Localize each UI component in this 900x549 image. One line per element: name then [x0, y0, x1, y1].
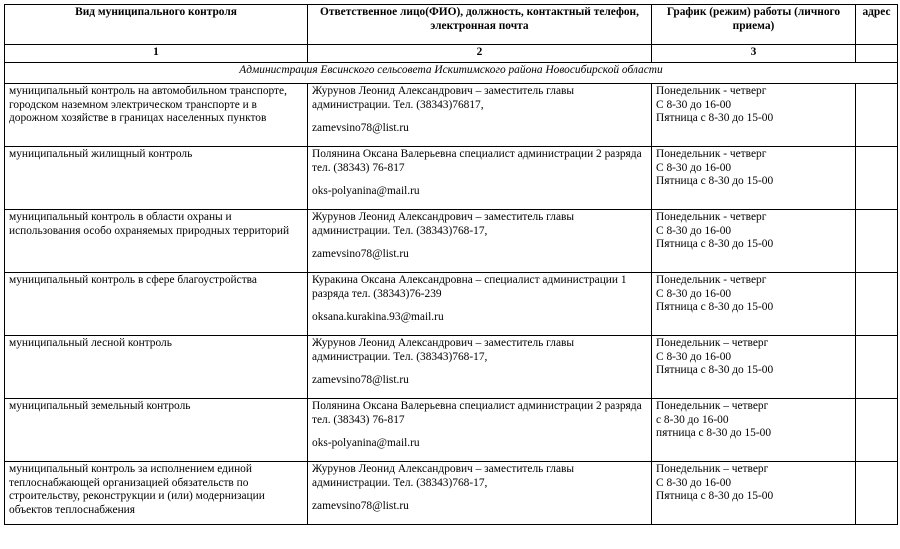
- address-cell: [856, 336, 898, 399]
- responsible-cell: [308, 462, 652, 525]
- organization-name: Администрация Евсинского сельсовета Искитимского района Новосибирской области: [5, 63, 898, 84]
- table-row: [5, 147, 898, 210]
- control-type-cell: муниципальный лесной контроль: [5, 336, 308, 399]
- schedule-line: Понедельник - четверг: [656, 148, 767, 160]
- schedule-line: Пятница с 8-30 до 15-00: [656, 364, 774, 377]
- column-number: 3: [652, 45, 856, 63]
- table-row: [5, 462, 898, 525]
- schedule-line: Понедельник – четверг: [656, 400, 769, 412]
- schedule-line: С 8-30 до 16-00: [656, 476, 732, 489]
- schedule-line: Пятница с 8-30 до 15-00: [656, 490, 774, 503]
- control-type-cell: муниципальный контроль на автомобильном транспорте, городском наземном электрическом транспорте и в дорожном хозяйстве в границах населенных пунктов: [5, 84, 308, 147]
- table-row: [5, 273, 898, 336]
- column-number: [856, 45, 898, 63]
- schedule-line: С 8-30 до 16-00: [656, 287, 732, 300]
- header-control-type: Вид муниципального контроля: [5, 5, 308, 45]
- schedule-cell: [652, 84, 856, 147]
- responsible-cell: [308, 336, 652, 399]
- organization-row: [5, 63, 898, 84]
- schedule-cell: [652, 462, 856, 525]
- schedule-line: С 8-30 до 16-00: [656, 224, 732, 237]
- responsible-cell: [308, 273, 652, 336]
- email-link[interactable]: oks-polyanina@mail.ru: [312, 185, 420, 198]
- responsible-cell: [308, 399, 652, 462]
- email-link[interactable]: oksana.kurakina.93@mail.ru: [312, 311, 444, 324]
- email-link[interactable]: oks-polyanina@mail.ru: [312, 437, 420, 450]
- table-row: [5, 210, 898, 273]
- address-cell: [856, 273, 898, 336]
- control-type-cell: муниципальный контроль в области охраны и использования особо охраняемых природных территорий: [5, 210, 308, 273]
- schedule-cell: [652, 210, 856, 273]
- column-number: 1: [5, 45, 308, 63]
- schedule-line: С 8-30 до 16-00: [656, 161, 732, 174]
- header-schedule: График (режим) работы (личного приема): [652, 5, 856, 45]
- schedule-line: пятница с 8-30 до 15-00: [656, 427, 772, 440]
- schedule-line: Понедельник - четверг: [656, 85, 767, 97]
- control-table: [4, 4, 898, 525]
- header-row: [5, 5, 898, 45]
- schedule-line: Пятница с 8-30 до 15-00: [656, 112, 774, 125]
- person-info: Полянина Оксана Валерьевна специалист администрации 2 разряда тел. (38343) 76-817: [312, 400, 642, 426]
- table-row: [5, 84, 898, 147]
- schedule-line: Пятница с 8-30 до 15-00: [656, 238, 774, 251]
- schedule-line: Понедельник – четверг: [656, 337, 769, 349]
- email-link[interactable]: zamevsino78@list.ru: [312, 500, 409, 513]
- schedule-line: Пятница с 8-30 до 15-00: [656, 175, 774, 188]
- email-link[interactable]: zamevsino78@list.ru: [312, 374, 409, 387]
- address-cell: [856, 399, 898, 462]
- schedule-line: Понедельник - четверг: [656, 211, 767, 223]
- schedule-line: С 8-30 до 16-00: [656, 350, 732, 363]
- table-row: [5, 399, 898, 462]
- person-info: Журунов Леонид Александрович – заместитель главы администрации. Тел. (38343)768-17,: [312, 211, 575, 237]
- schedule-line: Пятница с 8-30 до 15-00: [656, 301, 774, 314]
- column-number: 2: [308, 45, 652, 63]
- schedule-line: С 8-30 до 16-00: [656, 98, 732, 111]
- responsible-cell: [308, 210, 652, 273]
- control-type-cell: муниципальный земельный контроль: [5, 399, 308, 462]
- person-info: Журунов Леонид Александрович – заместитель главы администрации. Тел. (38343)768-17,: [312, 463, 575, 489]
- control-type-cell: муниципальный жилищный контроль: [5, 147, 308, 210]
- person-info: Журунов Леонид Александрович – заместитель главы администрации. Тел. (38343)768-17,: [312, 337, 575, 363]
- control-type-cell: муниципальный контроль в сфере благоустройства: [5, 273, 308, 336]
- control-type-cell: муниципальный контроль за исполнением единой теплоснабжающей организацией обязательств по строительству, реконструкции и (или) модернизации объектов теплоснабжения: [5, 462, 308, 525]
- column-number-row: [5, 45, 898, 63]
- schedule-cell: [652, 336, 856, 399]
- responsible-cell: [308, 147, 652, 210]
- email-link[interactable]: zamevsino78@list.ru: [312, 122, 409, 135]
- header-address: адрес: [856, 5, 898, 45]
- address-cell: [856, 84, 898, 147]
- schedule-line: Понедельник - четверг: [656, 274, 767, 286]
- person-info: Полянина Оксана Валерьевна специалист администрации 2 разряда тел. (38343) 76-817: [312, 148, 642, 174]
- person-info: Журунов Леонид Александрович – заместитель главы администрации. Тел. (38343)76817,: [312, 85, 575, 111]
- responsible-cell: [308, 84, 652, 147]
- address-cell: [856, 462, 898, 525]
- address-cell: [856, 147, 898, 210]
- schedule-cell: [652, 147, 856, 210]
- schedule-cell: [652, 399, 856, 462]
- header-responsible-person: Ответственное лицо(ФИО), должность, контактный телефон, электронная почта: [308, 5, 652, 45]
- schedule-cell: [652, 273, 856, 336]
- schedule-line: Понедельник – четверг: [656, 463, 769, 475]
- address-cell: [856, 210, 898, 273]
- email-link[interactable]: zamevsino78@list.ru: [312, 248, 409, 261]
- schedule-line: с 8-30 до 16-00: [656, 413, 729, 426]
- table-row: [5, 336, 898, 399]
- person-info: Куракина Оксана Александровна – специалист администрации 1 разряда тел. (38343)76-239: [312, 274, 627, 300]
